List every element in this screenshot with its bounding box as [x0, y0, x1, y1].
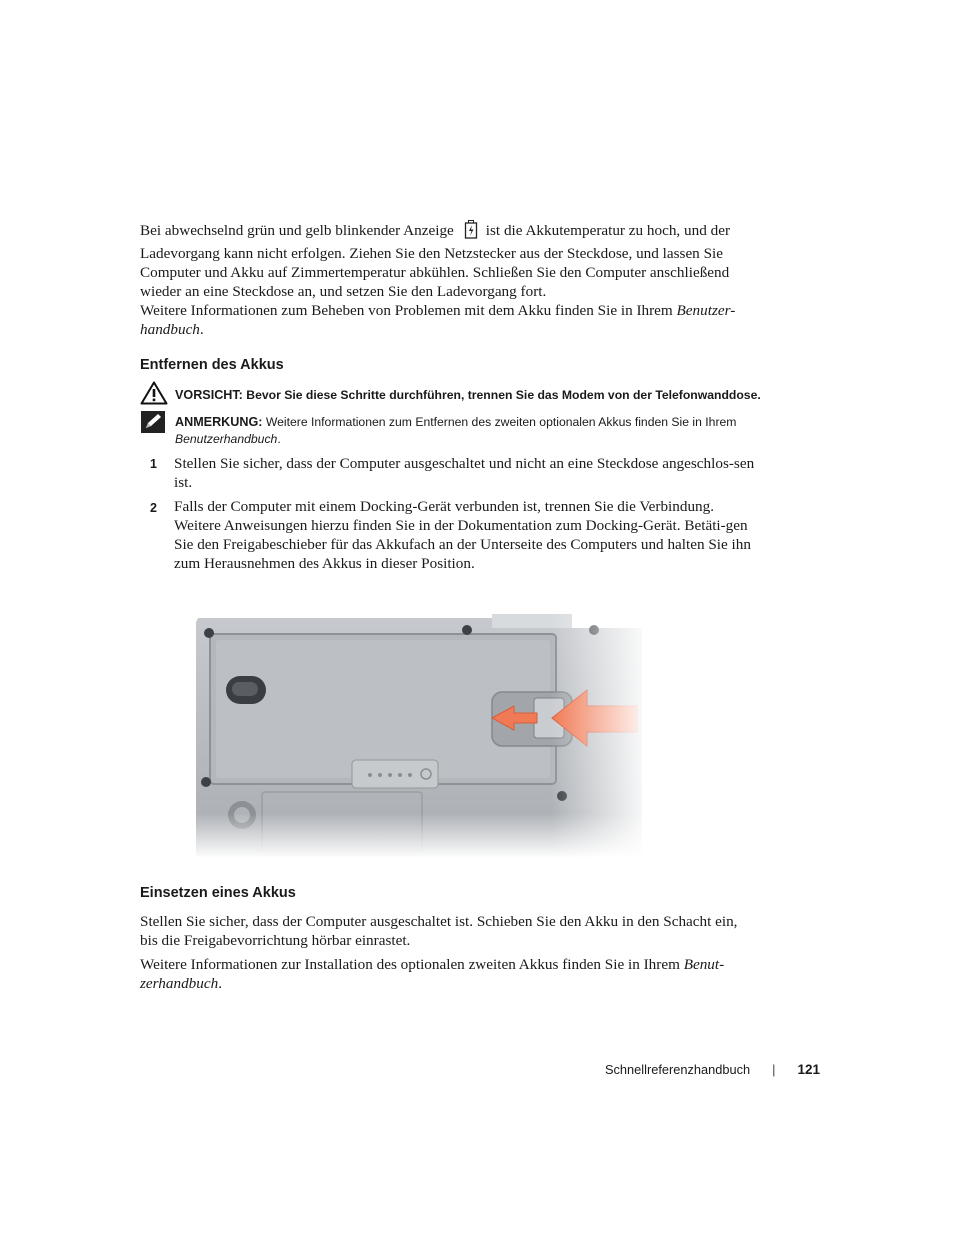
- insert-end: .: [218, 975, 222, 992]
- footer-separator: |: [772, 1062, 776, 1077]
- step-text-1: Stellen Sie sicher, dass der Computer ausgeschaltet und nicht an eine Steckdose angeschlos-sen ist.: [174, 455, 755, 491]
- note-user-guide: Benutzerhandbuch: [175, 432, 278, 446]
- user-guide-reference: Benutzer-handbuch: [140, 302, 736, 338]
- step-number-1: 1: [150, 457, 157, 471]
- battery-temperature-paragraph: [140, 220, 758, 301]
- note-notice: [175, 414, 765, 448]
- note-label: ANMERKUNG:: [175, 415, 263, 429]
- insert-more-info: Weitere Informationen zur Installation des optionalen zweiten Akkus finden Sie in Ihrem: [140, 956, 684, 973]
- intro-text-c: Ladevorgang kann nicht erfolgen. Ziehen Sie den Netzstecker aus der Steckdose, und lassen Sie Computer und Akku auf Zimmertemperatur abkühlen. Schließen Sie den Computer anschließend wieder an eine Steckdose an, und setzen Sie den Ladevorgang fort.: [140, 245, 730, 300]
- page-footer: [605, 1062, 820, 1077]
- caution-label: VORSICHT:: [175, 388, 243, 402]
- insert-user-guide: Benut-zerhandbuch: [140, 956, 725, 992]
- note-text: Weitere Informationen zum Entfernen des zweiten optionalen Akkus finden Sie in Ihrem: [265, 415, 737, 429]
- heading-insert-battery: Einsetzen eines Akkus: [140, 885, 296, 901]
- heading-remove-battery: Entfernen des Akkus: [140, 357, 284, 373]
- note-pencil-icon: [141, 411, 165, 438]
- footer-title: Schnellreferenzhandbuch: [605, 1062, 751, 1077]
- step-number-2: 2: [150, 501, 157, 515]
- more-info-text: Weitere Informationen zum Beheben von Problemen mit dem Akku finden Sie in Ihrem: [140, 302, 677, 319]
- page-number: 121: [797, 1062, 820, 1077]
- step-text-2: Falls der Computer mit einem Docking-Gerät verbunden ist, trennen Sie die Verbindung. Weitere Anweisungen hierzu finden Sie in der Dokumentation zum Docking-Gerät. Betäti-gen Sie den Freigabeschieber für das Akkufach an der Unterseite des Computers und halten Sie ihn zum Herausnehmen des Akkus in dieser Position.: [174, 498, 751, 572]
- note-end: .: [277, 432, 281, 446]
- warning-triangle-icon: [140, 381, 168, 410]
- insert-paragraph-2: [140, 955, 758, 993]
- caution-text: Bevor Sie diese Schritte durchführen, trennen Sie das Modem von der Telefonwanddose.: [246, 388, 761, 402]
- insert-paragraph-1: Stellen Sie sicher, dass der Computer ausgeschaltet ist. Schieben Sie den Akku in den Schacht ein, bis die Freigabevorrichtung hörbar einrastet.: [140, 913, 738, 949]
- intro-text-b: ist die Akkutemperatur zu hoch, und der: [485, 222, 730, 239]
- battery-charge-icon: [464, 220, 478, 244]
- caution-notice: [175, 387, 765, 404]
- intro-text-a: Bei abwechselnd grün und gelb blinkender Anzeige: [140, 222, 454, 239]
- more-info-paragraph: [140, 301, 758, 339]
- more-info-end: .: [199, 321, 204, 338]
- battery-release-illustration: [192, 610, 652, 858]
